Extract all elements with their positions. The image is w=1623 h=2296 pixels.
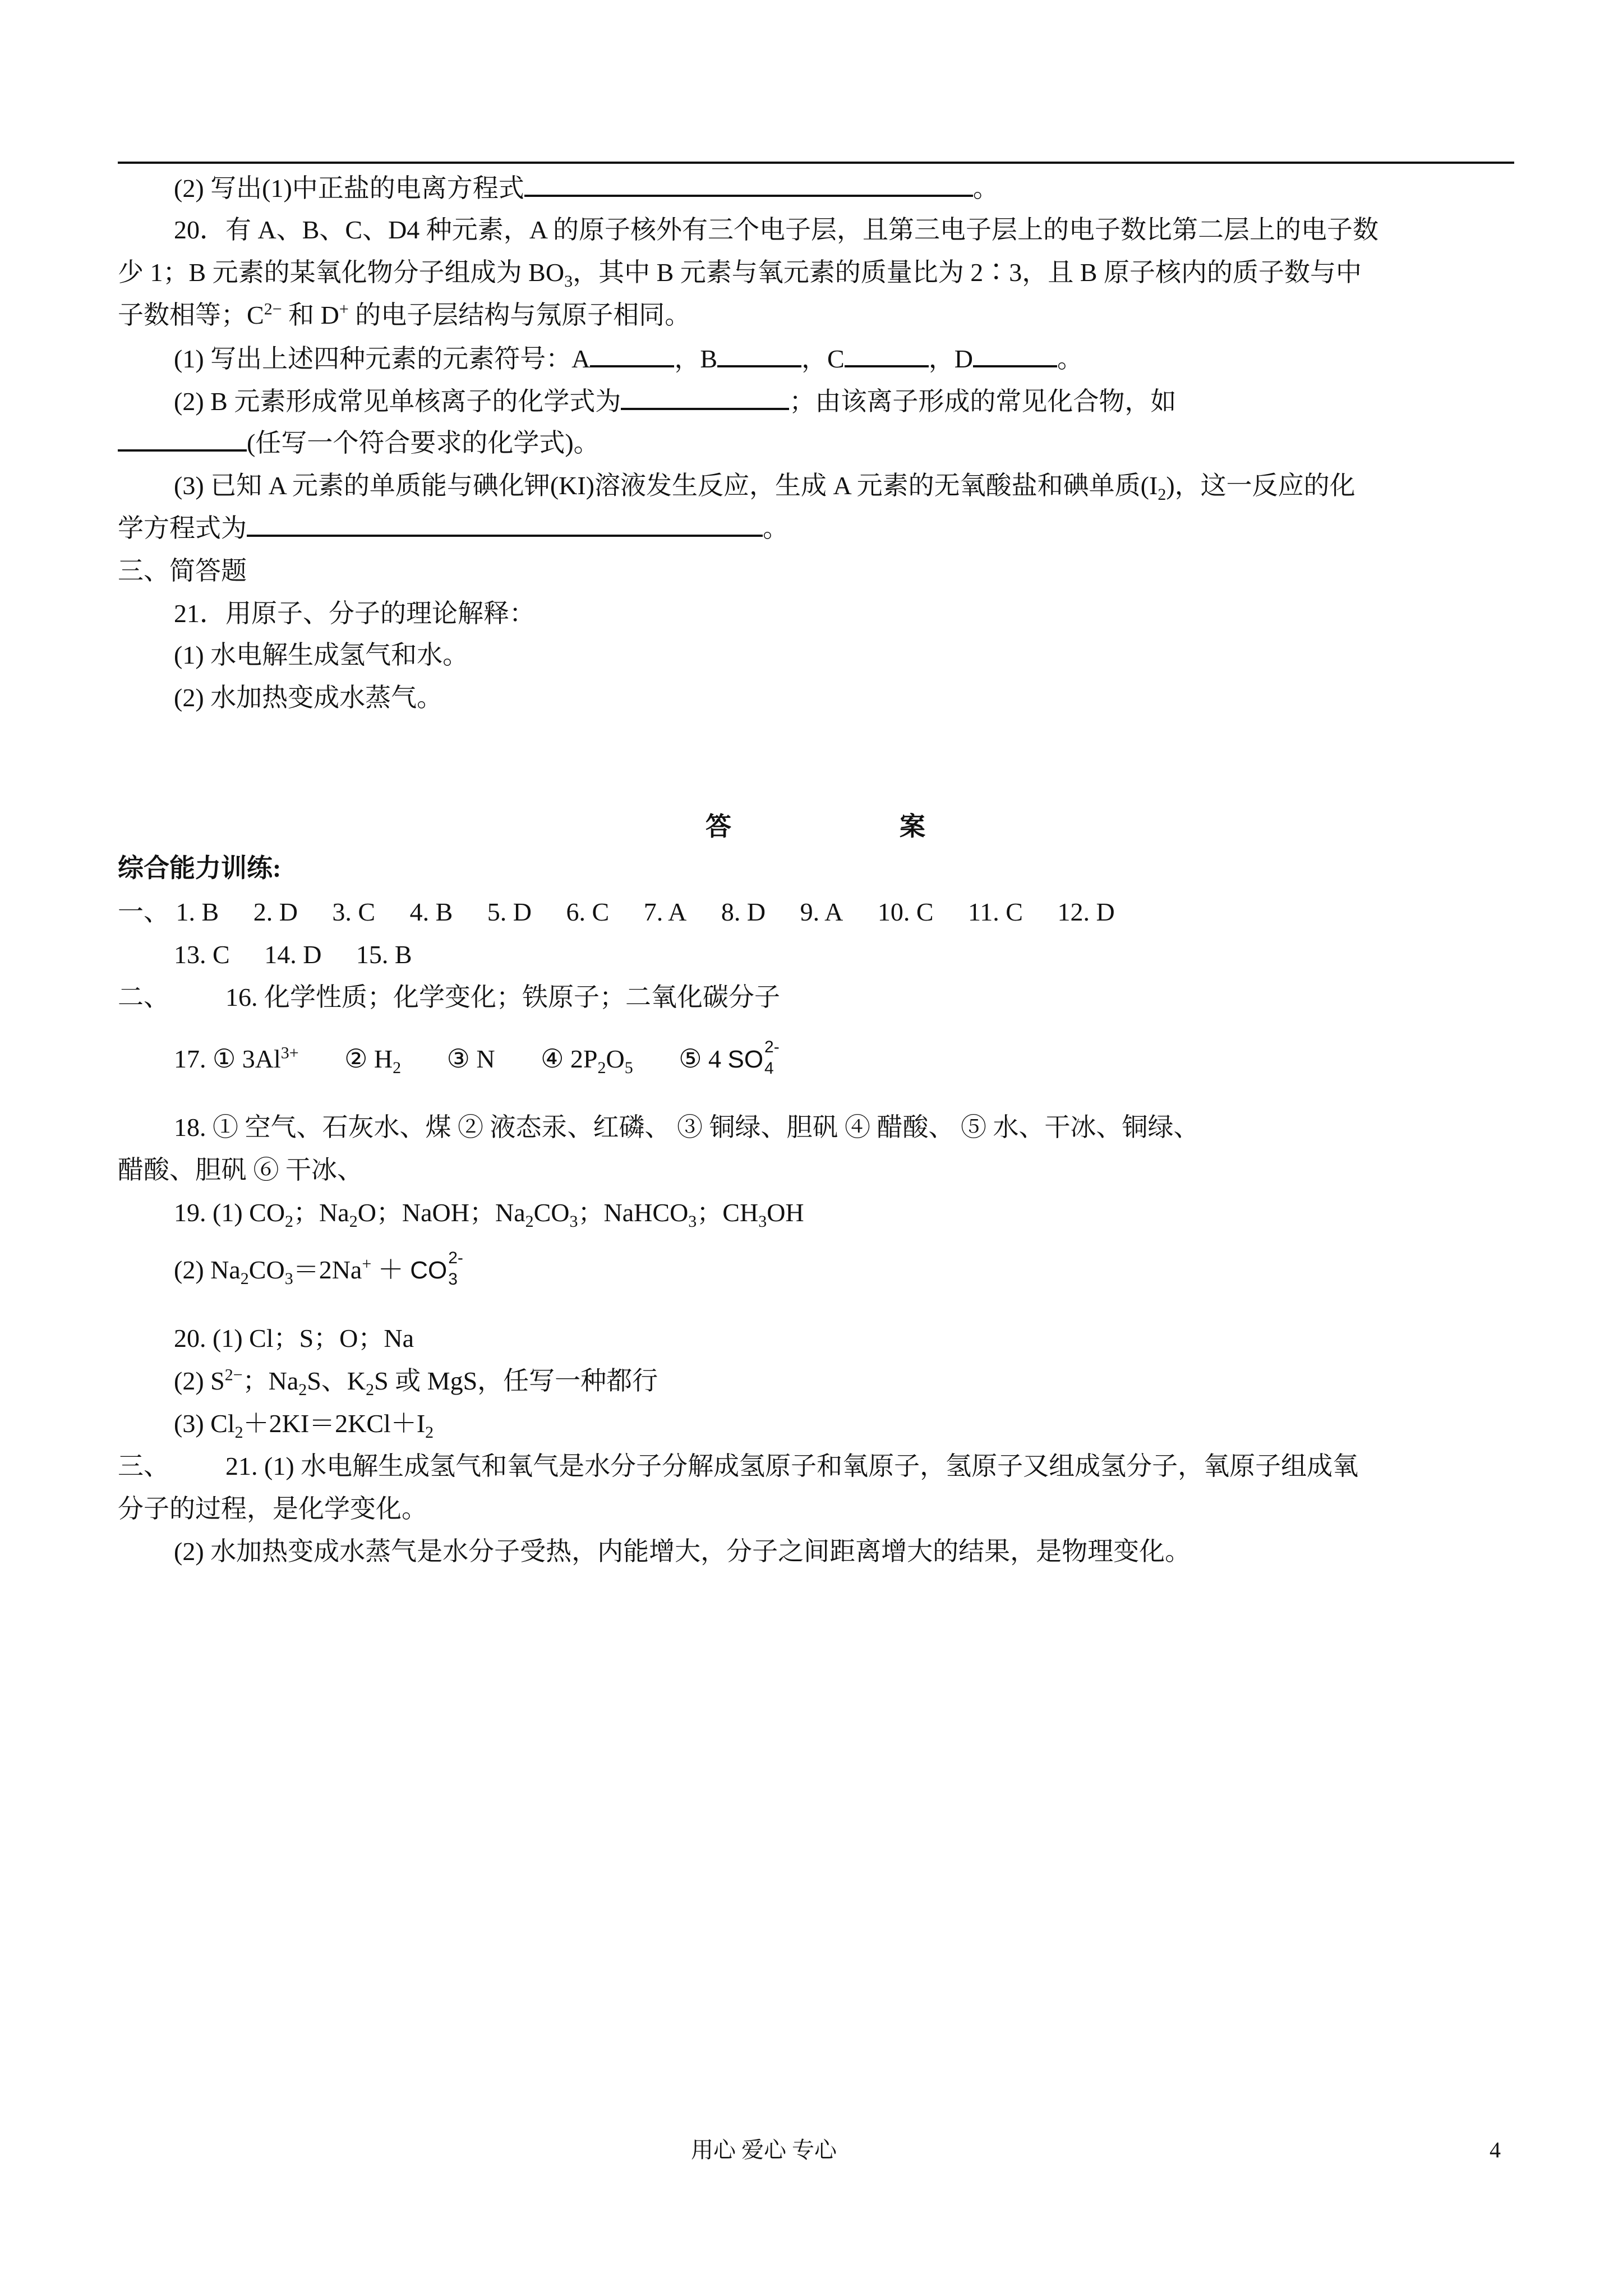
footer-motto: 用心 爱心 专心 <box>691 2137 837 2162</box>
q20-line3-text-b: 和 D <box>282 301 339 329</box>
answer-20-part3 <box>174 1408 434 1442</box>
answers-title <box>706 811 925 843</box>
t: ；Na <box>293 1198 349 1227</box>
superscript: + <box>362 1254 372 1273</box>
q20-part3-line2 <box>118 513 789 544</box>
t: (3) Cl <box>174 1409 235 1438</box>
q20-part2-text: (2) B 元素形成常见单核离子的化学式为 <box>174 387 621 416</box>
subscript: 3 <box>758 1212 767 1231</box>
q20-line1: 20．有 A、B、C、D4 种元素，A 的原子核外有三个电子层，且第三电子层上的电子数比第二层上的电子数 <box>174 215 1378 244</box>
t: CO <box>533 1198 570 1227</box>
answer-17-v2: H <box>374 1045 393 1073</box>
answer-19-part1 <box>174 1197 804 1231</box>
subscript: 4 <box>764 1059 774 1078</box>
superscript: 2- <box>764 1038 780 1056</box>
header-rule <box>118 162 1514 164</box>
answer-blank-b[interactable] <box>717 344 801 367</box>
q20-line2-text: 少 1；B 元素的某氧化物分子组成为 BO <box>118 258 565 287</box>
mc-prefix: 一、 <box>118 898 169 926</box>
q20-part3-end: 。 <box>763 514 789 542</box>
q20-part2 <box>174 386 1176 417</box>
subscript: 2 <box>349 1212 358 1231</box>
subscript: 5 <box>624 1059 633 1078</box>
t: ；CH <box>697 1198 759 1227</box>
subscript: 2 <box>366 1381 375 1400</box>
q20-part2-line2-text: (任写一个符合要求的化学式)。 <box>247 429 600 457</box>
superscript: 2− <box>224 1365 243 1384</box>
t: ＋2KI＝2KCl＋I <box>243 1409 426 1438</box>
answer-blank-equation[interactable] <box>247 513 763 537</box>
answer-blank-c[interactable] <box>845 344 929 367</box>
circled-4: ④ <box>541 1045 564 1073</box>
t: CO <box>248 1255 285 1284</box>
answer-17 <box>174 1038 783 1078</box>
answer-17-num: 17. <box>174 1045 206 1073</box>
answer-18-line1: 18. ① 空气、石灰水、煤 ② 液态汞、红磷、 ③ 铜绿、胆矾 ④ 醋酸、 ⑤ 水、干冰、铜绿、 <box>174 1113 1200 1142</box>
answer-17-v4: 2P <box>570 1045 598 1073</box>
q19-part2-end: 。 <box>972 174 999 203</box>
answer-blank-a[interactable] <box>590 344 674 367</box>
circled-3: ③ <box>446 1045 470 1073</box>
q21-part1: (1) 水电解生成氢气和水。 <box>174 641 469 669</box>
mc-answer: 1. B <box>176 898 219 926</box>
mc-answer: 15. B <box>356 940 412 969</box>
t: (2) Na <box>174 1255 241 1284</box>
mc-answer: 7. A <box>643 898 687 926</box>
superscript: 2- <box>448 1249 463 1267</box>
circled-1: ① <box>213 1045 236 1073</box>
section-two-prefix: 二、 <box>118 983 169 1011</box>
q20-line3-text: 子数相等；C <box>118 301 264 329</box>
subscript: 2 <box>525 1212 534 1231</box>
answer-21-line2: 分子的过程，是化学变化。 <box>118 1494 427 1523</box>
subscript: 3 <box>284 1269 293 1289</box>
answer-18-line2: 醋酸、胆矾 ⑥ 干冰、 <box>118 1156 363 1184</box>
answer-blank-compound[interactable] <box>118 428 247 452</box>
q20-part3 <box>174 470 1355 504</box>
superscript: 3+ <box>280 1043 299 1062</box>
answer-blank-ion[interactable] <box>621 386 789 410</box>
superscript: 2− <box>264 300 282 319</box>
page-number: 4 <box>1490 2137 1501 2162</box>
t: (2) S <box>174 1366 225 1395</box>
q20-part2-line2 <box>118 427 600 459</box>
mc-answer: 8. D <box>721 898 766 926</box>
mc-answer: 12. D <box>1057 898 1115 926</box>
carbonate-formula: CO <box>410 1257 448 1284</box>
answer-20-part2 <box>174 1365 658 1400</box>
mc-answer: 4. B <box>409 898 453 926</box>
answer-17-v5: 4 <box>708 1045 721 1073</box>
section-three-prefix: 三、 <box>118 1452 169 1480</box>
subscript: 2 <box>425 1423 434 1442</box>
t: O；NaOH；Na <box>357 1198 525 1227</box>
q20-line3-text-c: 的电子层结构与氖原子相同。 <box>348 301 691 329</box>
subscript: 2 <box>298 1381 307 1400</box>
mc-answers-row1 <box>118 896 1115 928</box>
q20-line2-text-b: ，其中 B 元素与氧元素的质量比为 2∶3，且 B 原子核内的质子数与中 <box>573 258 1362 287</box>
q20-part1-b: ，B <box>674 344 718 373</box>
q20-line2 <box>118 257 1362 291</box>
t: ；Na <box>242 1366 299 1395</box>
mc-answer: 6. C <box>566 898 610 926</box>
t: 19. (1) CO <box>174 1198 285 1227</box>
mc-answer: 5. D <box>487 898 532 926</box>
answer-blank-d[interactable] <box>973 344 1057 367</box>
answers-title-b: 案 <box>900 812 925 841</box>
subscript: 3 <box>569 1212 578 1231</box>
subscript: 2 <box>234 1423 243 1442</box>
t: ；NaHCO <box>578 1198 689 1227</box>
t: S 或 MgS，任写一种都行 <box>374 1366 658 1395</box>
q21: 21．用原子、分子的理论解释： <box>174 599 535 628</box>
subscript: 3 <box>448 1270 458 1289</box>
q20-part1 <box>174 343 1083 375</box>
t: ＋ <box>371 1255 404 1284</box>
section-heading: 三、简答题 <box>118 556 247 585</box>
mc-answer: 3. C <box>332 898 376 926</box>
subscript: 2 <box>1158 485 1166 504</box>
answer-17-v4b: O <box>606 1045 625 1073</box>
answers-title-a: 答 <box>706 812 731 841</box>
q20-part3-line2-text: 学方程式为 <box>118 514 247 542</box>
mc-answer: 10. C <box>877 898 934 926</box>
answer-17-v3: N <box>476 1045 495 1073</box>
subscript: 3 <box>688 1212 697 1231</box>
answer-21-line3: (2) 水加热变成水蒸气是水分子受热，内能增大，分子之间距离增大的结果，是物理变化。 <box>174 1537 1191 1566</box>
q20-part1-end: 。 <box>1057 344 1083 373</box>
subscript: 2 <box>285 1212 294 1231</box>
sulfate-formula: SO <box>727 1046 764 1073</box>
subscript: 2 <box>393 1059 402 1078</box>
subscript: 3 <box>564 272 573 291</box>
answer-blank[interactable] <box>524 173 973 197</box>
ion-stack <box>763 1038 783 1078</box>
q20-part1-text: (1) 写出上述四种元素的元素符号：A <box>174 344 591 373</box>
mc-answer: 14. D <box>264 940 322 969</box>
answer-16-text: 16. 化学性质；化学变化；铁原子；二氧化碳分子 <box>225 983 780 1011</box>
mc-answer: 2. D <box>253 898 298 926</box>
answers-subtitle: 综合能力训练: <box>118 854 282 882</box>
q20-part3-text: (3) 已知 A 元素的单质能与碘化钾(KI)溶液发生反应，生成 A 元素的无氧酸盐和碘单质(I <box>174 471 1158 500</box>
t: ＝2Na <box>293 1255 362 1284</box>
answer-16 <box>118 982 780 1013</box>
mc-answer: 9. A <box>800 898 843 926</box>
answer-17-v1: 3Al <box>242 1045 281 1073</box>
q20-part1-c: ，C <box>801 344 845 373</box>
q20-line3 <box>118 300 690 331</box>
q19-part2 <box>174 173 999 204</box>
t: S、K <box>307 1366 366 1395</box>
q21-part2: (2) 水加热变成水蒸气。 <box>174 683 443 712</box>
ion-stack <box>447 1249 467 1289</box>
answer-21-line1 <box>118 1451 1358 1482</box>
subscript: 2 <box>597 1059 606 1078</box>
answer-20-part1: 20. (1) Cl；S；O；Na <box>174 1324 414 1352</box>
q19-part2-text: (2) 写出(1)中正盐的电离方程式 <box>174 174 524 203</box>
answer-19-part2 <box>174 1249 467 1289</box>
mc-answer: 13. C <box>174 940 230 969</box>
q20-part3-text-b: )，这一反应的化 <box>1166 471 1355 500</box>
q20-part2-mid: ；由该离子形成的常见化合物，如 <box>789 387 1177 416</box>
superscript: + <box>339 300 349 319</box>
mc-answers-row2 <box>174 939 412 970</box>
circled-5: ⑤ <box>679 1045 702 1073</box>
q20-part1-d: ，D <box>928 344 973 373</box>
subscript: 2 <box>240 1269 249 1289</box>
mc-answer: 11. C <box>968 898 1023 926</box>
circled-2: ② <box>344 1045 368 1073</box>
answer-21-text: 21. (1) 水电解生成氢气和氧气是水分子分解成氢原子和氧原子，氢原子又组成氢分子，氧原子组成氧 <box>225 1452 1359 1480</box>
t: OH <box>767 1198 804 1227</box>
